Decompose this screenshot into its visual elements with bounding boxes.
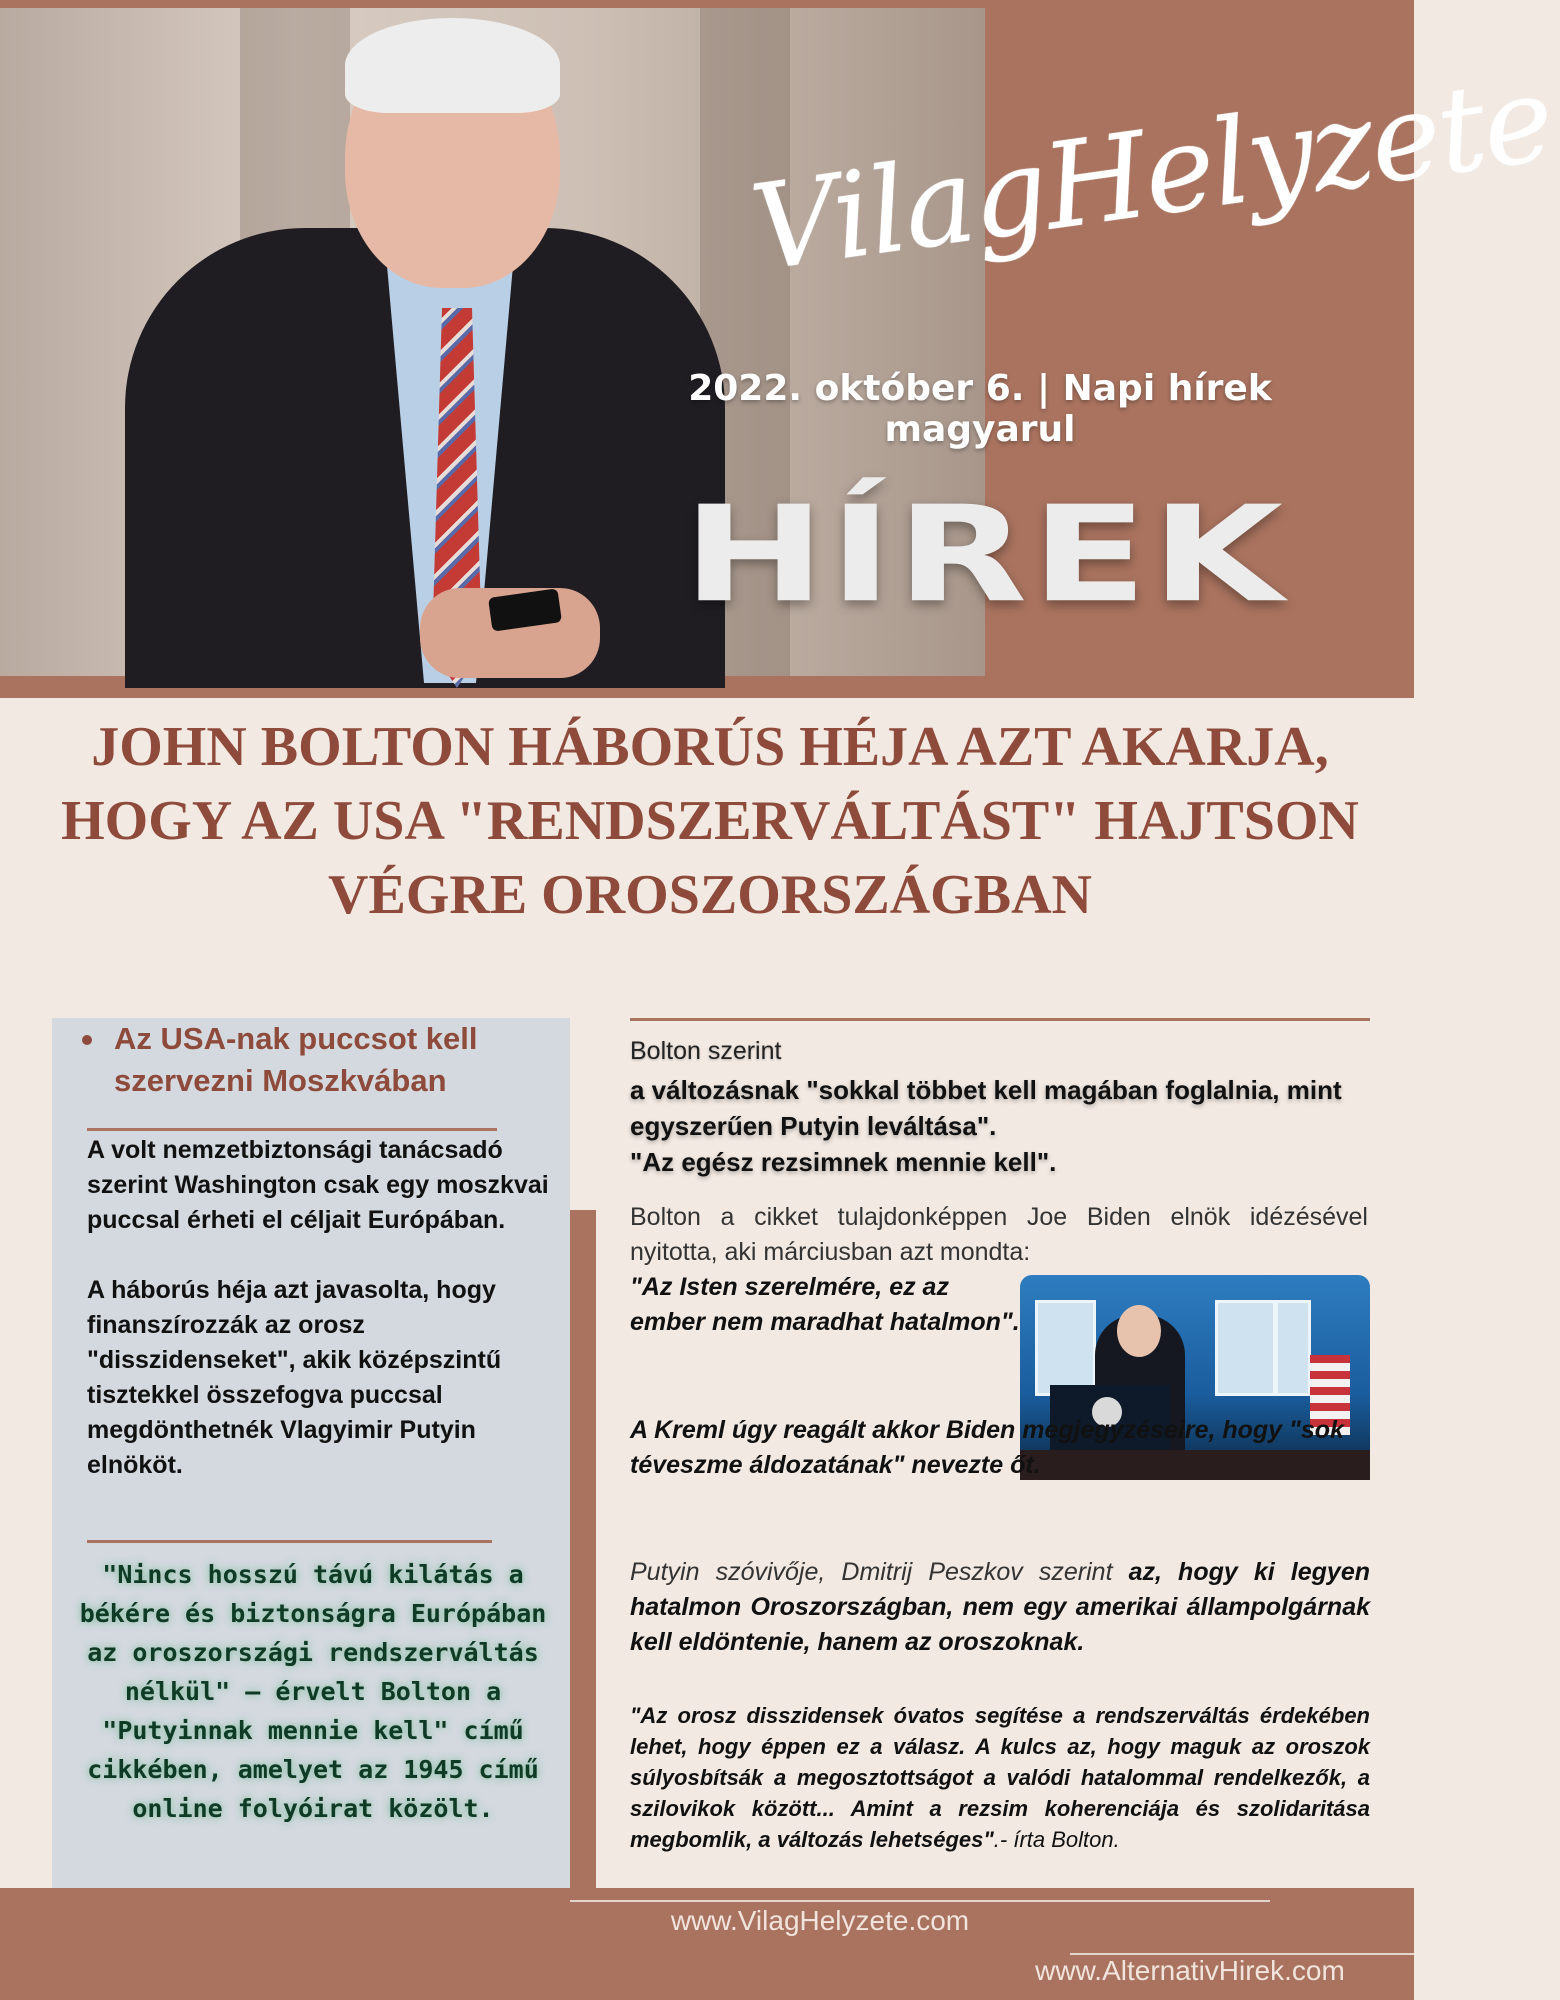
- photo-window: [1275, 1300, 1311, 1396]
- photo-window: [1215, 1300, 1276, 1396]
- photo-hair: [345, 18, 560, 113]
- bolton-quote: [630, 1700, 1370, 1855]
- article-emphasis: [630, 1072, 1370, 1180]
- bullet-dot-icon: [82, 1035, 92, 1045]
- page-headline: JOHN BOLTON HÁBORÚS HÉJA AZT AKARJA, HOGY AZ USA "RENDSZERVÁLTÁST" HAJTSON VÉGRE OROSZORSZÁGBAN: [61, 716, 1359, 926]
- footer-link-alternativhirek[interactable]: www.AlternativHirek.com: [1035, 1955, 1345, 1986]
- kremlin-reaction: A Kreml úgy reagált akkor Biden megjegyzéseire, hogy "sok téveszme áldozatának" nevezte őt.: [630, 1416, 1344, 1479]
- peskov-statement: az, hogy ki legyen hatalmon Oroszországban, nem egy amerikai állampolgárnak kell eldöntenie, hanem az oroszoknak.: [630, 1558, 1370, 1656]
- article-paragraph: [630, 1555, 1370, 1660]
- footer-line: [570, 1900, 1270, 1902]
- sidebar-quote: "Nincs hosszú távú kilátás a békére és biztonságra Európában az oroszországi rendszerváltás nélkül" – érvelt Bolton a "Putyinnak mennie kell" című cikkében, amelyet az 1945 című online folyóirat közölt.: [79, 1560, 547, 1823]
- article-paragraph: Bolton a cikket tulajdonképpen Joe Biden elnök idézésével nyitotta, aki márciusban azt mondta:: [630, 1203, 1368, 1266]
- sidebar-paragraph: A volt nemzetbiztonsági tanácsadó szerint Washington csak egy moszkvai puccsal érheti el céljait Európában.: [87, 1136, 549, 1234]
- footer-link-vilaghelyzete[interactable]: www.VilagHelyzete.com: [670, 1905, 970, 1936]
- dateline: 2022. október 6. | Napi hírek magyarul: [688, 368, 1272, 450]
- sidebar-paragraph: A háborús héja azt javasolta, hogy finanszírozzák az orosz "disszidenseket", akik középszintű tisztekkel összefogva puccsal megdönthetnék Vlagyimir Putyin elnököt.: [87, 1276, 502, 1479]
- brand-logo: VilagHelyzete: [743, 48, 1560, 298]
- article-divider: [630, 1018, 1370, 1021]
- sidebar-divider: [87, 1128, 497, 1131]
- sidebar-bullet: [62, 1018, 584, 1102]
- article-emphasis-line: "Az egész rezsimnek mennie kell".: [630, 1147, 1057, 1177]
- sidebar-body: [87, 1133, 557, 1483]
- section-title: HÍREK: [682, 477, 1288, 633]
- biden-quote: "Az Isten szerelmére, ez az ember nem maradhat hatalmon".: [630, 1273, 1020, 1336]
- accent-block: [570, 1210, 596, 1900]
- article-emphasis-line: a változásnak "sokkal többet kell magában foglalnia, mint egyszerűen Putyin leváltása".: [630, 1075, 1342, 1141]
- sidebar-bullet-text: Az USA-nak puccsot kell szervezni Moszkvában: [114, 1021, 478, 1098]
- bolton-quote-text: "Az orosz disszidensek óvatos segítése a rendszerváltás érdekében lehet, hogy éppen ez a válasz. A kulcs az, hogy maguk az oroszok súlyosbítsák a megosztottságot a valódi hatalommal rendelkezők, a szilovikok között... Amint a rezsim koherenciája és szolidaritása megbomlik, a változás lehetséges": [630, 1703, 1370, 1852]
- peskov-attribution: Putyin szóvivője, Dmitrij Peszkov szerint: [630, 1558, 1113, 1586]
- sidebar-divider: [87, 1540, 492, 1543]
- bolton-quote-attribution: .- írta Bolton.: [993, 1827, 1120, 1852]
- photo-window: [1035, 1300, 1096, 1396]
- photo-speaker-head: [1117, 1305, 1161, 1357]
- article-intro: Bolton szerint: [630, 1037, 782, 1065]
